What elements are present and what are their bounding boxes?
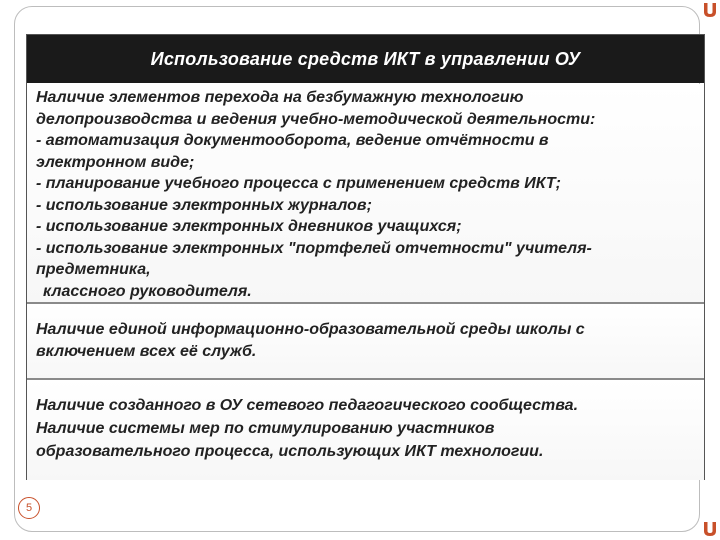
row-line: классного руководителя. — [43, 282, 252, 300]
row-line: Наличие элементов перехода на безбумажную технологию — [36, 89, 524, 106]
slide-number: 5 — [18, 497, 40, 519]
row-line: Наличие единой информационно-образовательной среды школы с — [36, 321, 585, 338]
row-line: электронном виде; — [36, 153, 195, 171]
row-line: - планирование учебного процесса с применением средств ИКТ; — [36, 175, 561, 192]
row-line: образовательного процесса, использующих ИКТ технологии. — [36, 443, 544, 460]
row-line: - использование электронных журналов; — [36, 196, 372, 214]
row-line: включением всех её служб. — [36, 342, 257, 360]
table-row — [27, 380, 704, 480]
row-line: - использование электронных "портфелей отчетности" учителя- — [36, 239, 592, 257]
table-row — [27, 84, 704, 304]
row-line: - автоматизация документооборота, ведение отчётности в — [36, 132, 549, 149]
table-row — [27, 304, 704, 380]
row-line: делопроизводства и ведения учебно-методической деятельности: — [36, 110, 596, 128]
row-line: Наличие системы мер по стимулированию участников — [36, 420, 495, 437]
row-line: Наличие созданного в ОУ сетевого педагогического сообщества. — [36, 397, 579, 414]
row-line: предметника, — [36, 261, 151, 278]
row-line: - использование электронных дневников учащихся; — [36, 218, 462, 235]
u-logo-icon — [700, 0, 720, 20]
slide-title: Использование средств ИКТ в управлении ОУ — [150, 48, 581, 69]
u-logo-icon — [700, 519, 720, 539]
table-header — [27, 35, 704, 83]
content-table — [26, 34, 705, 480]
